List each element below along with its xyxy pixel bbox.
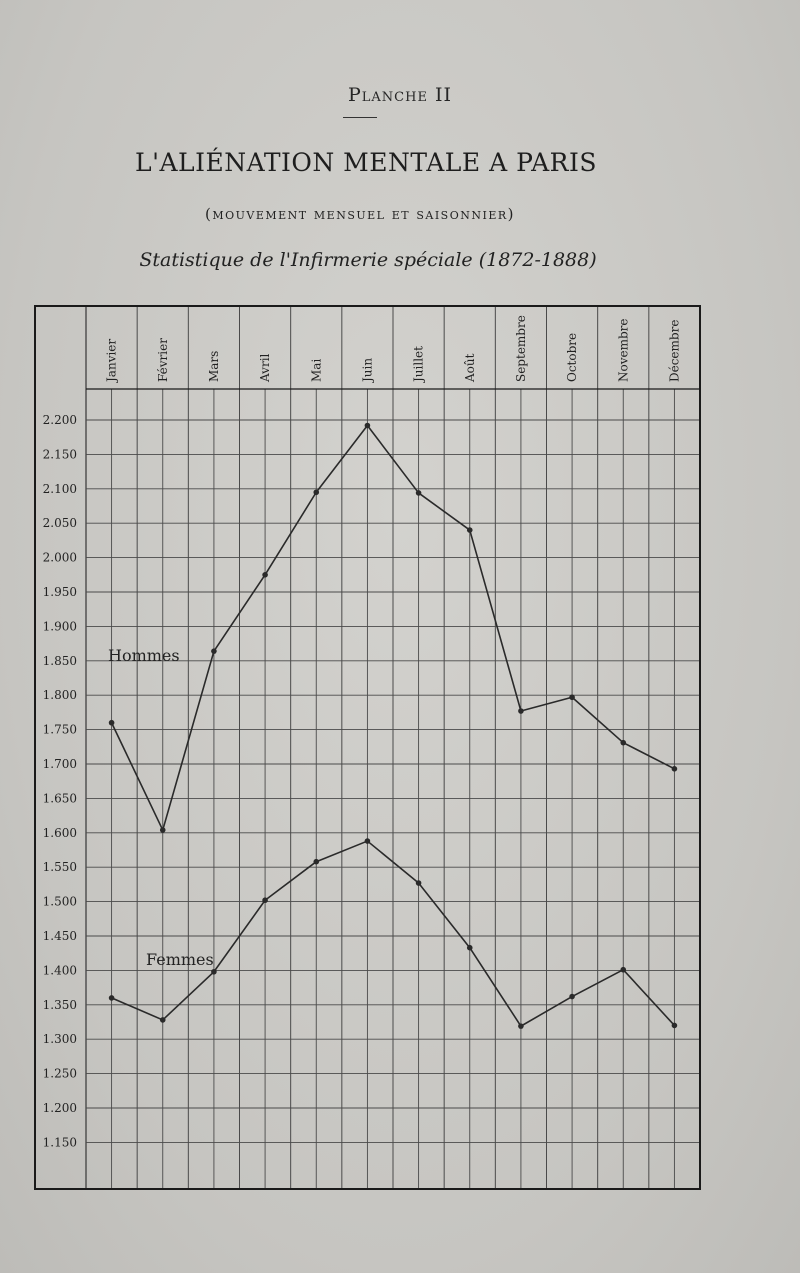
x-tick-label: Mai [309, 358, 324, 382]
chart-caption: Statistique de l'Infirmerie spéciale (1872-1888) [139, 249, 597, 271]
y-tick-label: 2.100 [42, 481, 77, 496]
data-point [518, 1023, 524, 1029]
y-tick-label: 1.350 [42, 997, 77, 1012]
chart-subtitle: (mouvement mensuel et saisonnier) [205, 205, 515, 223]
x-tick-label: Décembre [667, 319, 682, 382]
data-point [672, 766, 678, 772]
data-point [211, 648, 217, 654]
data-point [672, 1023, 678, 1029]
data-point [518, 708, 524, 714]
data-point [365, 838, 371, 844]
y-tick-label: 1.950 [42, 585, 77, 599]
y-tick-label: 2.000 [42, 550, 77, 565]
data-point [620, 740, 626, 746]
y-tick-label: 1.400 [42, 963, 77, 978]
series-label-femmes: Femmes [146, 950, 214, 969]
series-label-hommes: Hommes [108, 646, 180, 665]
x-tick-label: Octobre [565, 332, 580, 382]
data-point [109, 720, 115, 726]
y-tick-label: 1.650 [42, 791, 77, 806]
data-point [620, 967, 626, 973]
data-point [160, 1017, 166, 1023]
x-tick-label: Avril [258, 353, 273, 382]
chart-title: L'ALIÉNATION MENTALE A PARIS [135, 148, 597, 177]
data-point [416, 880, 422, 886]
y-tick-label: 1.150 [42, 1135, 77, 1150]
data-point [160, 827, 166, 833]
y-tick-label: 1.600 [42, 825, 77, 840]
y-tick-label: 2.050 [42, 516, 77, 531]
y-tick-label: 1.550 [42, 860, 77, 875]
plate-number: Planche II [347, 84, 452, 106]
y-tick-label: 1.250 [42, 1066, 77, 1081]
data-point [569, 694, 575, 700]
x-tick-label: Février [155, 338, 170, 382]
data-point [211, 969, 217, 975]
data-point [365, 423, 371, 429]
x-tick-label: Septembre [513, 315, 528, 382]
data-point [262, 897, 268, 903]
data-point [416, 490, 422, 496]
x-tick-label: Juin [360, 357, 375, 382]
y-tick-label: 2.150 [42, 447, 77, 462]
y-tick-label: 2.200 [42, 413, 77, 427]
y-tick-label: 1.750 [42, 722, 77, 737]
x-tick-label: Mars [206, 350, 221, 382]
x-tick-label: Août [462, 353, 477, 382]
y-tick-label: 1.800 [42, 688, 77, 703]
y-tick-label: 1.700 [42, 757, 77, 771]
y-tick-label: 1.500 [42, 894, 77, 909]
data-point [569, 994, 575, 1000]
y-tick-label: 1.450 [42, 929, 77, 943]
y-axis-ticks [43, 413, 77, 1149]
data-point [109, 995, 115, 1001]
data-point [467, 945, 473, 951]
x-tick-label: Janvier [104, 338, 119, 382]
x-tick-label: Juillet [411, 346, 426, 382]
chart-grid [86, 306, 700, 1189]
data-point [262, 572, 268, 578]
y-tick-label: 1.900 [42, 619, 77, 634]
data-point [313, 489, 319, 495]
data-point [313, 859, 319, 865]
y-tick-label: 1.850 [42, 653, 77, 668]
x-tick-label: Novembre [616, 318, 631, 382]
y-tick-label: 1.200 [42, 1101, 77, 1115]
data-point [467, 527, 473, 533]
y-tick-label: 1.300 [42, 1032, 77, 1047]
